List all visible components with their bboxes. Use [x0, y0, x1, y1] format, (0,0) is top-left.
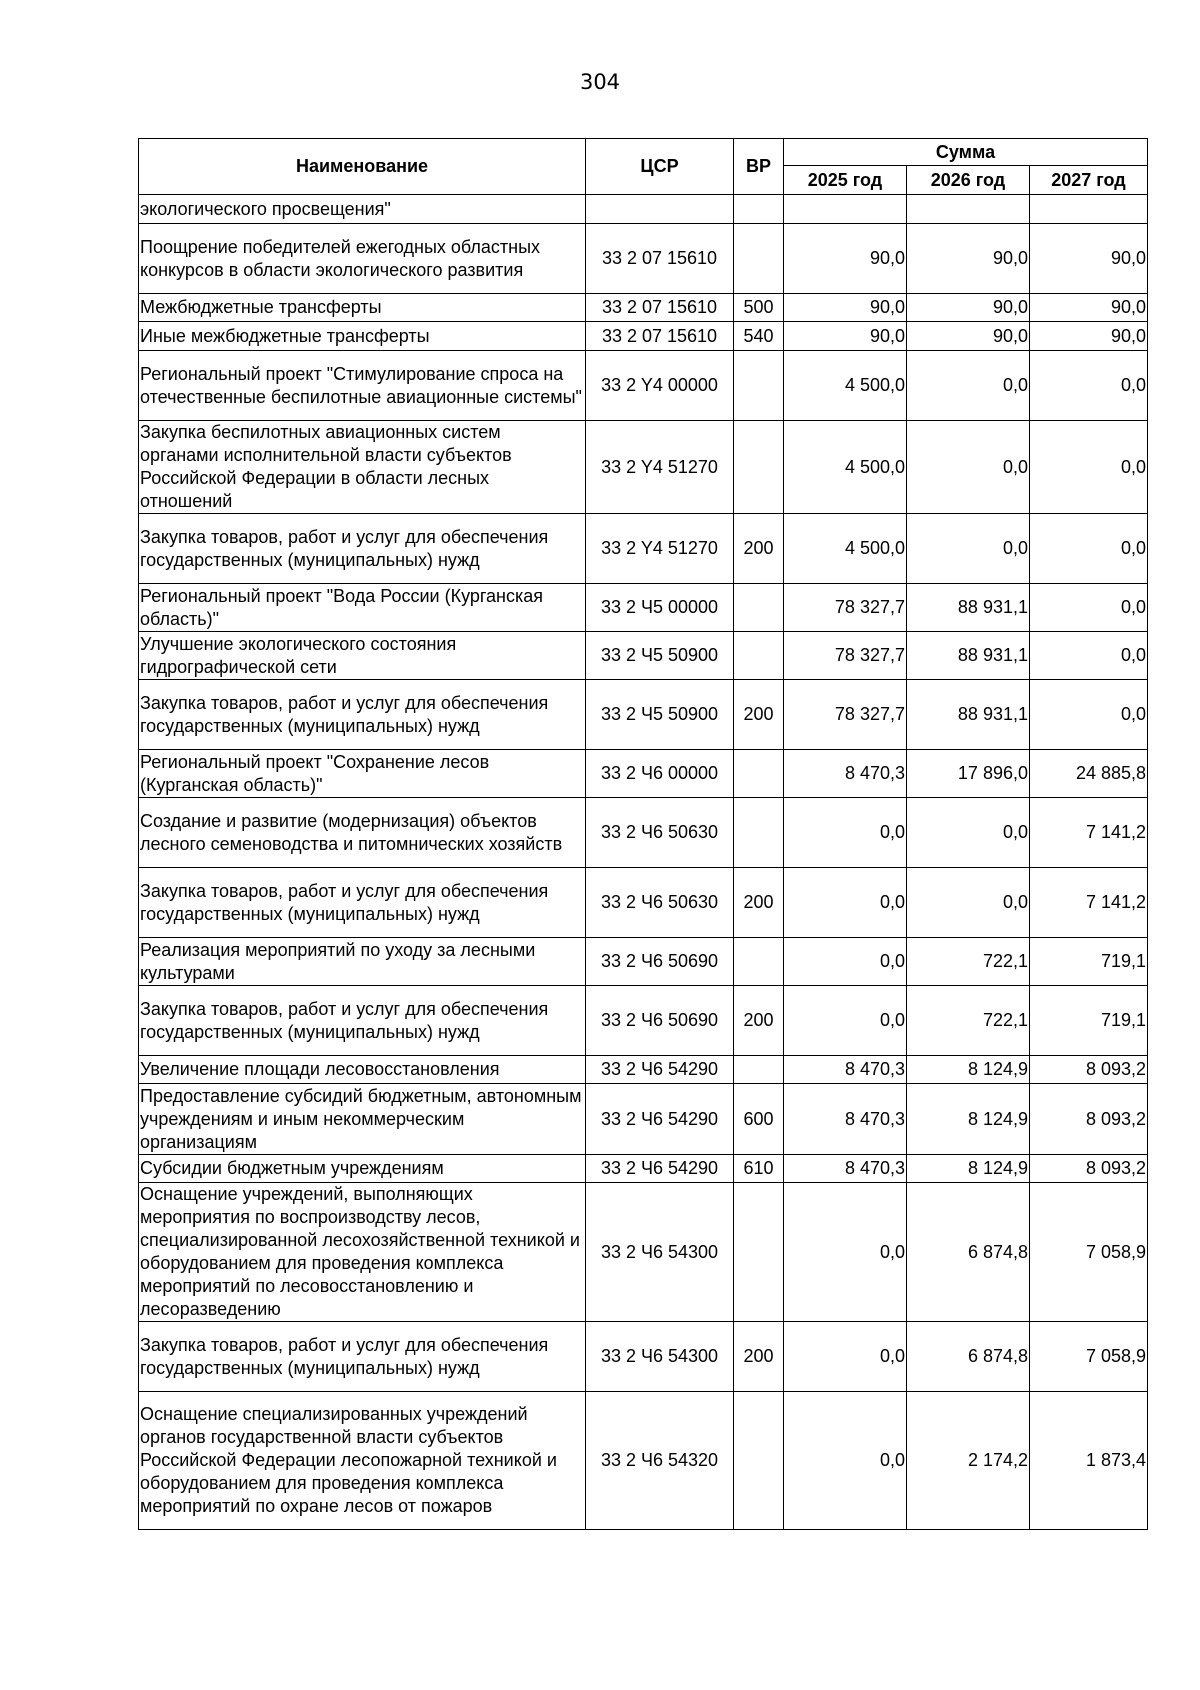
row-csr: 33 2 Ч6 54290 — [586, 1056, 734, 1084]
table-row — [139, 224, 1148, 294]
row-sum-2026: 0,0 — [907, 798, 1030, 868]
table-row — [139, 750, 1148, 798]
row-name: Закупка товаров, работ и услуг для обеспечения государственных (муниципальных) нужд — [139, 514, 586, 584]
row-name: Закупка беспилотных авиационных систем органами исполнительной власти субъектов Российской Федерации в области лесных отношений — [139, 421, 586, 514]
row-sum-2025: 0,0 — [784, 986, 907, 1056]
row-sum-2025: 78 327,7 — [784, 632, 907, 680]
table-row — [139, 1322, 1148, 1392]
row-sum-2027: 24 885,8 — [1030, 750, 1148, 798]
page-number: 304 — [579, 70, 621, 94]
row-sum-2026: 0,0 — [907, 351, 1030, 421]
row-csr: 33 2 Ч6 54290 — [586, 1084, 734, 1155]
row-sum-2025: 78 327,7 — [784, 584, 907, 632]
row-csr: 33 2 Ч6 54300 — [586, 1322, 734, 1392]
row-csr: 33 2 Ч6 50690 — [586, 986, 734, 1056]
row-sum-2025: 78 327,7 — [784, 680, 907, 750]
row-sum-2025: 4 500,0 — [784, 421, 907, 514]
row-sum-2025: 8 470,3 — [784, 1084, 907, 1155]
budget-table — [138, 138, 1148, 1530]
row-vr: 200 — [734, 680, 784, 750]
row-csr: 33 2 Ч6 54290 — [586, 1155, 734, 1183]
row-sum-2026: 6 874,8 — [907, 1322, 1030, 1392]
row-vr — [734, 632, 784, 680]
table-row — [139, 322, 1148, 351]
row-name: Иные межбюджетные трансферты — [139, 322, 586, 351]
row-csr — [586, 195, 734, 224]
row-name: Закупка товаров, работ и услуг для обеспечения государственных (муниципальных) нужд — [139, 1322, 586, 1392]
row-sum-2027: 0,0 — [1030, 421, 1148, 514]
row-sum-2027: 90,0 — [1030, 294, 1148, 322]
row-sum-2027: 0,0 — [1030, 584, 1148, 632]
row-sum-2025: 8 470,3 — [784, 750, 907, 798]
row-name: Создание и развитие (модернизация) объектов лесного семеноводства и питомнических хозяйств — [139, 798, 586, 868]
row-vr: 200 — [734, 1322, 784, 1392]
row-name: Улучшение экологического состояния гидрографической сети — [139, 632, 586, 680]
table-row — [139, 938, 1148, 986]
row-vr: 200 — [734, 986, 784, 1056]
row-csr: 33 2 Y4 00000 — [586, 351, 734, 421]
row-sum-2025: 0,0 — [784, 1322, 907, 1392]
row-sum-2026: 90,0 — [907, 224, 1030, 294]
row-vr — [734, 195, 784, 224]
row-name: Поощрение победителей ежегодных областных конкурсов в области экологического развития — [139, 224, 586, 294]
row-sum-2025: 0,0 — [784, 1183, 907, 1322]
row-sum-2027: 719,1 — [1030, 938, 1148, 986]
table-row — [139, 294, 1148, 322]
row-sum-2025: 0,0 — [784, 798, 907, 868]
row-sum-2026: 8 124,9 — [907, 1084, 1030, 1155]
row-sum-2027: 7 058,9 — [1030, 1183, 1148, 1322]
row-sum-2027: 8 093,2 — [1030, 1056, 1148, 1084]
table-row — [139, 868, 1148, 938]
row-sum-2026: 0,0 — [907, 514, 1030, 584]
row-sum-2027: 7 058,9 — [1030, 1322, 1148, 1392]
table-row — [139, 514, 1148, 584]
row-name: Увеличение площади лесовосстановления — [139, 1056, 586, 1084]
table-body — [139, 195, 1148, 1530]
row-csr: 33 2 Ч6 50690 — [586, 938, 734, 986]
row-csr: 33 2 Ч6 54300 — [586, 1183, 734, 1322]
row-csr: 33 2 07 15610 — [586, 224, 734, 294]
row-vr: 540 — [734, 322, 784, 351]
row-sum-2025: 90,0 — [784, 322, 907, 351]
row-vr — [734, 1056, 784, 1084]
row-sum-2027: 719,1 — [1030, 986, 1148, 1056]
row-sum-2025: 0,0 — [784, 1392, 907, 1530]
row-vr — [734, 798, 784, 868]
row-vr — [734, 750, 784, 798]
row-csr: 33 2 Ч6 50630 — [586, 868, 734, 938]
row-name: Региональный проект "Вода России (Курганская область)" — [139, 584, 586, 632]
row-csr: 33 2 Ч6 50630 — [586, 798, 734, 868]
row-vr — [734, 584, 784, 632]
row-sum-2027: 0,0 — [1030, 632, 1148, 680]
row-csr: 33 2 Ч6 00000 — [586, 750, 734, 798]
row-name: Оснащение специализированных учреждений органов государственной власти субъектов Российской Федерации лесопожарной техникой и оборудованием для проведения комплекса мероприятий по охране лесов от пожаров — [139, 1392, 586, 1530]
row-sum-2027: 8 093,2 — [1030, 1155, 1148, 1183]
row-sum-2026: 722,1 — [907, 938, 1030, 986]
row-sum-2025: 4 500,0 — [784, 351, 907, 421]
row-name: Межбюджетные трансферты — [139, 294, 586, 322]
row-name: Оснащение учреждений, выполняющих мероприятия по воспроизводству лесов, специализированной лесохозяйственной техникой и оборудованием для проведения комплекса мероприятий по лесовосстановлению и лесоразведению — [139, 1183, 586, 1322]
row-vr — [734, 224, 784, 294]
header-sum: Сумма — [784, 139, 1148, 166]
row-sum-2025: 90,0 — [784, 224, 907, 294]
row-vr: 200 — [734, 868, 784, 938]
row-sum-2027 — [1030, 195, 1148, 224]
row-vr: 600 — [734, 1084, 784, 1155]
table-row — [139, 798, 1148, 868]
header-year-2025: 2025 год — [784, 166, 907, 195]
row-sum-2026: 8 124,9 — [907, 1155, 1030, 1183]
row-vr: 610 — [734, 1155, 784, 1183]
row-sum-2027: 7 141,2 — [1030, 798, 1148, 868]
row-name: Субсидии бюджетным учреждениям — [139, 1155, 586, 1183]
row-csr: 33 2 07 15610 — [586, 322, 734, 351]
row-sum-2027: 0,0 — [1030, 514, 1148, 584]
row-vr: 200 — [734, 514, 784, 584]
row-sum-2027: 0,0 — [1030, 680, 1148, 750]
table-header — [139, 139, 1148, 195]
row-csr: 33 2 Ч6 54320 — [586, 1392, 734, 1530]
row-sum-2026: 88 931,1 — [907, 632, 1030, 680]
row-sum-2025: 90,0 — [784, 294, 907, 322]
table-row — [139, 195, 1148, 224]
table-row — [139, 1392, 1148, 1530]
row-sum-2025: 0,0 — [784, 938, 907, 986]
table-row — [139, 1084, 1148, 1155]
header-name: Наименование — [139, 139, 586, 195]
row-csr: 33 2 Ч5 50900 — [586, 632, 734, 680]
row-name: Региональный проект "Сохранение лесов (Курганская область)" — [139, 750, 586, 798]
row-sum-2026: 0,0 — [907, 421, 1030, 514]
row-sum-2025: 8 470,3 — [784, 1155, 907, 1183]
row-sum-2027: 8 093,2 — [1030, 1084, 1148, 1155]
row-sum-2027: 7 141,2 — [1030, 868, 1148, 938]
row-vr — [734, 351, 784, 421]
row-name: Реализация мероприятий по уходу за лесными культурами — [139, 938, 586, 986]
row-vr — [734, 1183, 784, 1322]
row-csr: 33 2 Ч5 00000 — [586, 584, 734, 632]
table-row — [139, 1183, 1148, 1322]
row-sum-2027: 90,0 — [1030, 224, 1148, 294]
row-sum-2026: 2 174,2 — [907, 1392, 1030, 1530]
row-name: Закупка товаров, работ и услуг для обеспечения государственных (муниципальных) нужд — [139, 680, 586, 750]
header-year-2026: 2026 год — [907, 166, 1030, 195]
header-csr: ЦСР — [586, 139, 734, 195]
row-sum-2026 — [907, 195, 1030, 224]
row-sum-2026: 8 124,9 — [907, 1056, 1030, 1084]
table-row — [139, 351, 1148, 421]
row-sum-2026: 17 896,0 — [907, 750, 1030, 798]
row-sum-2026: 90,0 — [907, 322, 1030, 351]
row-vr — [734, 1392, 784, 1530]
table-row — [139, 986, 1148, 1056]
row-sum-2025 — [784, 195, 907, 224]
row-sum-2027: 0,0 — [1030, 351, 1148, 421]
row-name: экологического просвещения" — [139, 195, 586, 224]
row-name: Предоставление субсидий бюджетным, автономным учреждениям и иным некоммерческим организациям — [139, 1084, 586, 1155]
table-row — [139, 1155, 1148, 1183]
row-csr: 33 2 Y4 51270 — [586, 421, 734, 514]
row-csr: 33 2 Ч5 50900 — [586, 680, 734, 750]
row-csr: 33 2 07 15610 — [586, 294, 734, 322]
row-sum-2026: 88 931,1 — [907, 584, 1030, 632]
row-sum-2027: 90,0 — [1030, 322, 1148, 351]
row-vr — [734, 938, 784, 986]
row-vr: 500 — [734, 294, 784, 322]
table-row — [139, 632, 1148, 680]
row-sum-2026: 6 874,8 — [907, 1183, 1030, 1322]
row-sum-2027: 1 873,4 — [1030, 1392, 1148, 1530]
row-sum-2026: 90,0 — [907, 294, 1030, 322]
row-sum-2026: 722,1 — [907, 986, 1030, 1056]
row-csr: 33 2 Y4 51270 — [586, 514, 734, 584]
row-sum-2025: 8 470,3 — [784, 1056, 907, 1084]
table-row — [139, 584, 1148, 632]
header-vr: ВР — [734, 139, 784, 195]
row-sum-2026: 0,0 — [907, 868, 1030, 938]
header-year-2027: 2027 год — [1030, 166, 1148, 195]
table-row — [139, 680, 1148, 750]
row-sum-2025: 0,0 — [784, 868, 907, 938]
row-name: Региональный проект "Стимулирование спроса на отечественные беспилотные авиационные системы" — [139, 351, 586, 421]
table-row — [139, 421, 1148, 514]
row-name: Закупка товаров, работ и услуг для обеспечения государственных (муниципальных) нужд — [139, 986, 586, 1056]
table-row — [139, 1056, 1148, 1084]
row-sum-2025: 4 500,0 — [784, 514, 907, 584]
row-sum-2026: 88 931,1 — [907, 680, 1030, 750]
row-name: Закупка товаров, работ и услуг для обеспечения государственных (муниципальных) нужд — [139, 868, 586, 938]
row-vr — [734, 421, 784, 514]
